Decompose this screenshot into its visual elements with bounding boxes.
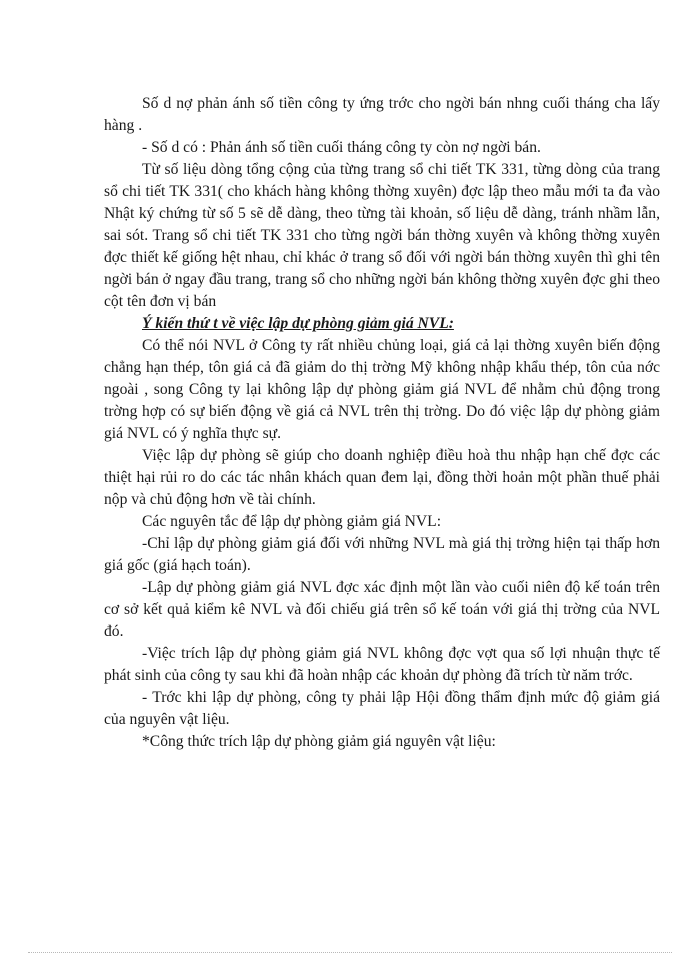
paragraph-principles-intro: Các nguyên tắc để lập dự phòng giảm giá NVL: bbox=[142, 513, 442, 530]
paragraph-debit-balance: Số d nợ phản ánh số tiền công ty ứng trớc cho ngời bán nhng cuối tháng cha lấy hàng . bbox=[104, 95, 660, 134]
paragraph-principle-4: - Trớc khi lập dự phòng, công ty phải lập Hội đồng thẩm định mức độ giảm giá của nguyên vật liệu. bbox=[104, 689, 660, 728]
paragraph-principle-2: -Lập dự phòng giảm giá NVL đợc xác định một lần vào cuối niên độ kế toán trên cơ sở kết quả kiểm kê NVL và đối chiếu giá trên sổ kế toán với giá thị trờng của NVL đó. bbox=[104, 579, 660, 640]
paragraph-formula-intro: *Công thức trích lập dự phòng giảm giá nguyên vật liệu: bbox=[142, 733, 496, 750]
paragraph-credit-balance: - Số d có : Phản ánh số tiền cuối tháng công ty còn nợ ngời bán. bbox=[142, 139, 541, 156]
paragraph-nvl-price-volatility: Có thể nói NVL ở Công ty rất nhiều chủng loại, giá cả lại thờng xuyên biến động chẳng hạn thép, tôn giá cả đã giảm do thị trờng Mỹ không nhập khẩu thép, tôn của nớc ngoài , song Công ty lại không lập dự phòng giảm giá NVL để nhằm chủ động trong trờng hợp có sự biến động về giá cả NVL trên thị trờng. Do đó việc lập dự phòng giảm giá NVL có ý nghĩa thực sự. bbox=[104, 337, 660, 442]
paragraph-tk331-ledger: Từ số liệu dòng tổng cộng của từng trang sổ chi tiết TK 331, từng dòng của trang sổ chi tiết TK 331( cho khách hàng không thờng xuyên) đợc lập theo mẫu mới ta đa vào Nhật ký chứng từ số 5 sẽ dễ dàng, theo từng tài khoản, số liệu dễ dàng, tránh nhầm lẫn, sai sót. Trang sổ chi tiết TK 331 cho từng ngời bán thờng xuyên và không thờng xuyên đợc thiết kế giống hệt nhau, chỉ khác ở trang sổ đối với ngời bán thờng xuyên thì ghi tên ngời bán ở ngay đầu trang, trang sổ cho những ngời bán không thờng xuyên đợc ghi theo cột tên đơn vị bán bbox=[104, 161, 660, 310]
document-body bbox=[104, 93, 660, 753]
page-bottom-divider bbox=[28, 952, 672, 953]
paragraph-principle-1: -Chỉ lập dự phòng giảm giá đối với những NVL mà giá thị trờng hiện tại thấp hơn giá gốc (giá hạch toán). bbox=[104, 535, 660, 574]
section-heading-provision: Ý kiến thứ t về việc lập dự phòng giảm giá NVL: bbox=[142, 315, 454, 332]
paragraph-provision-benefits: Việc lập dự phòng sẽ giúp cho doanh nghiệp điều hoà thu nhập hạn chế đợc các thiệt hại rủi ro do các tác nhân khách quan đem lại, đồng thời hoản một phần thuế phải nộp và chủ động hơn về tài chính. bbox=[104, 447, 660, 508]
paragraph-principle-3: -Việc trích lập dự phòng giảm giá NVL không đợc vợt qua số lợi nhuận thực tế phát sinh của công ty sau khi đã hoàn nhập các khoản dự phòng đã trích từ năm trớc. bbox=[104, 645, 660, 684]
